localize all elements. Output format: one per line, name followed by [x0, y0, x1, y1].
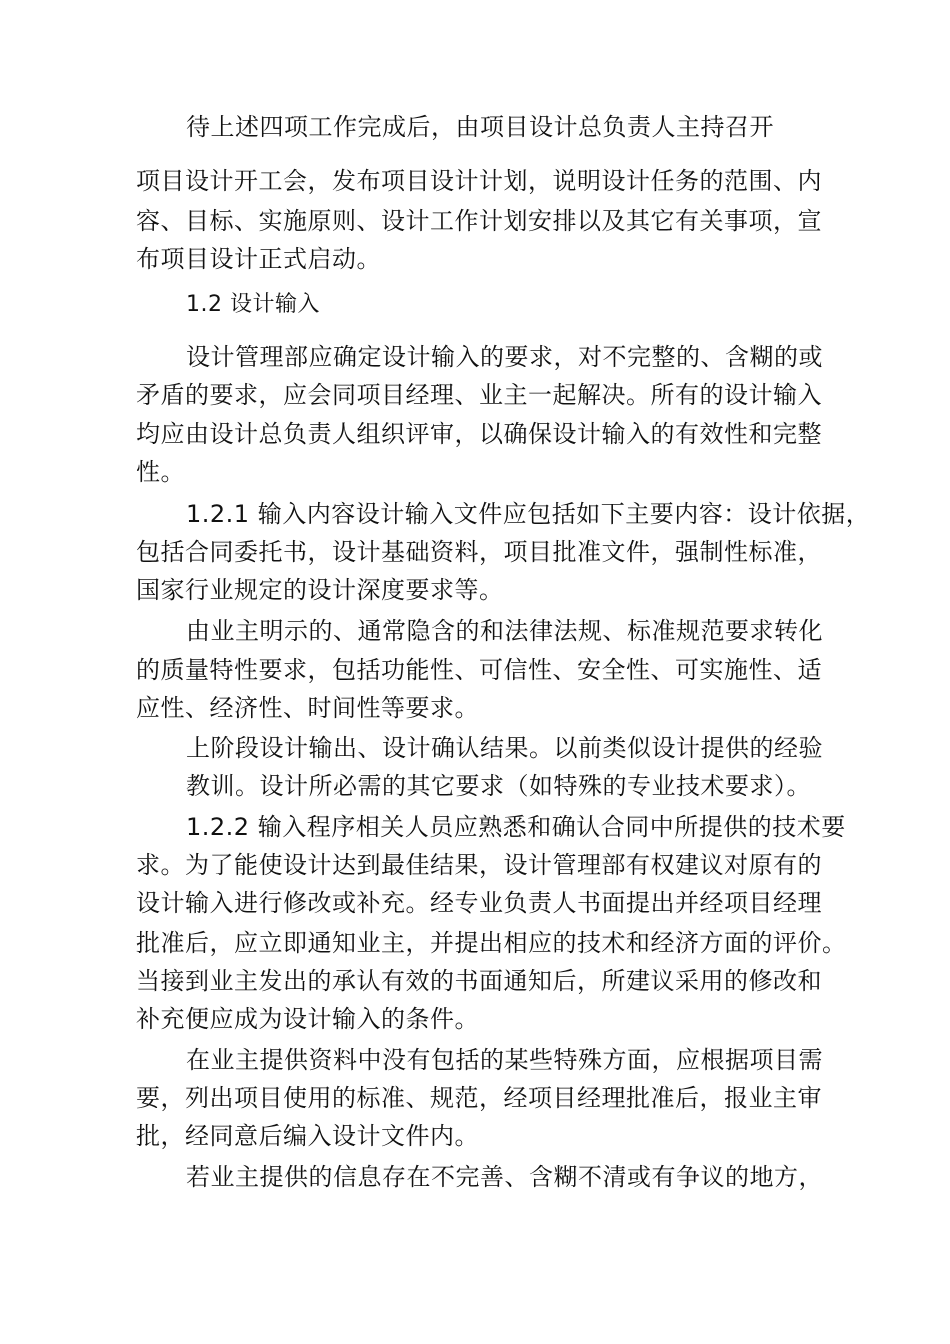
paragraph-line: 的质量特性要求，包括功能性、可信性、安全性、可实施性、适	[136, 656, 822, 684]
paragraph-line: 性。	[136, 458, 185, 486]
paragraph-line: 上阶段设计输出、设计确认结果。以前类似设计提供的经验	[186, 734, 823, 762]
paragraph-line: 补充便应成为设计输入的条件。	[136, 1005, 479, 1033]
paragraph-line: 均应由设计总负责人组织评审，以确保设计输入的有效性和完整	[136, 420, 822, 448]
paragraph-line: 由业主明示的、通常隐含的和法律法规、标准规范要求转化	[186, 617, 823, 645]
paragraph-line: 当接到业主发出的承认有效的书面通知后，所建议采用的修改和	[136, 967, 822, 995]
paragraph-line: 包括合同委托书，设计基础资料，项目批准文件，强制性标准，	[136, 538, 822, 566]
paragraph-line: 要，列出项目使用的标准、规范，经项目经理批准后，报业主审	[136, 1084, 822, 1112]
paragraph-line: 批，经同意后编入设计文件内。	[136, 1122, 479, 1150]
paragraph-line: 1.2.1 输入内容设计输入文件应包括如下主要内容：设计依据，	[186, 500, 871, 528]
paragraph-line: 教训。设计所必需的其它要求（如特殊的专业技术要求）。	[186, 772, 811, 800]
paragraph-line: 批准后，应立即通知业主，并提出相应的技术和经济方面的评价。	[136, 929, 847, 957]
paragraph-line: 矛盾的要求，应会同项目经理、业主一起解决。所有的设计输入	[136, 381, 822, 409]
section-heading: 1.2 设计输入	[186, 292, 320, 317]
paragraph-line: 容、目标、实施原则、设计工作计划安排以及其它有关事项，宣	[136, 207, 822, 235]
paragraph-line: 若业主提供的信息存在不完善、含糊不清或有争议的地方，	[186, 1163, 823, 1191]
paragraph-line: 待上述四项工作完成后，由项目设计总负责人主持召开	[186, 113, 774, 141]
paragraph-line: 1.2.2 输入程序相关人员应熟悉和确认合同中所提供的技术要	[186, 813, 846, 841]
paragraph-line: 求。为了能使设计达到最佳结果，设计管理部有权建议对原有的	[136, 851, 822, 879]
paragraph-line: 项目设计开工会，发布项目设计计划，说明设计任务的范围、内	[136, 167, 822, 195]
paragraph-line: 应性、经济性、时间性等要求。	[136, 694, 479, 722]
paragraph-line: 设计管理部应确定设计输入的要求，对不完整的、含糊的或	[186, 343, 823, 371]
paragraph-line: 设计输入进行修改或补充。经专业负责人书面提出并经项目经理	[136, 889, 822, 917]
paragraph-line: 布项目设计正式启动。	[136, 245, 381, 273]
paragraph-line: 国家行业规定的设计深度要求等。	[136, 576, 504, 604]
paragraph-line: 在业主提供资料中没有包括的某些特殊方面，应根据项目需	[186, 1046, 823, 1074]
